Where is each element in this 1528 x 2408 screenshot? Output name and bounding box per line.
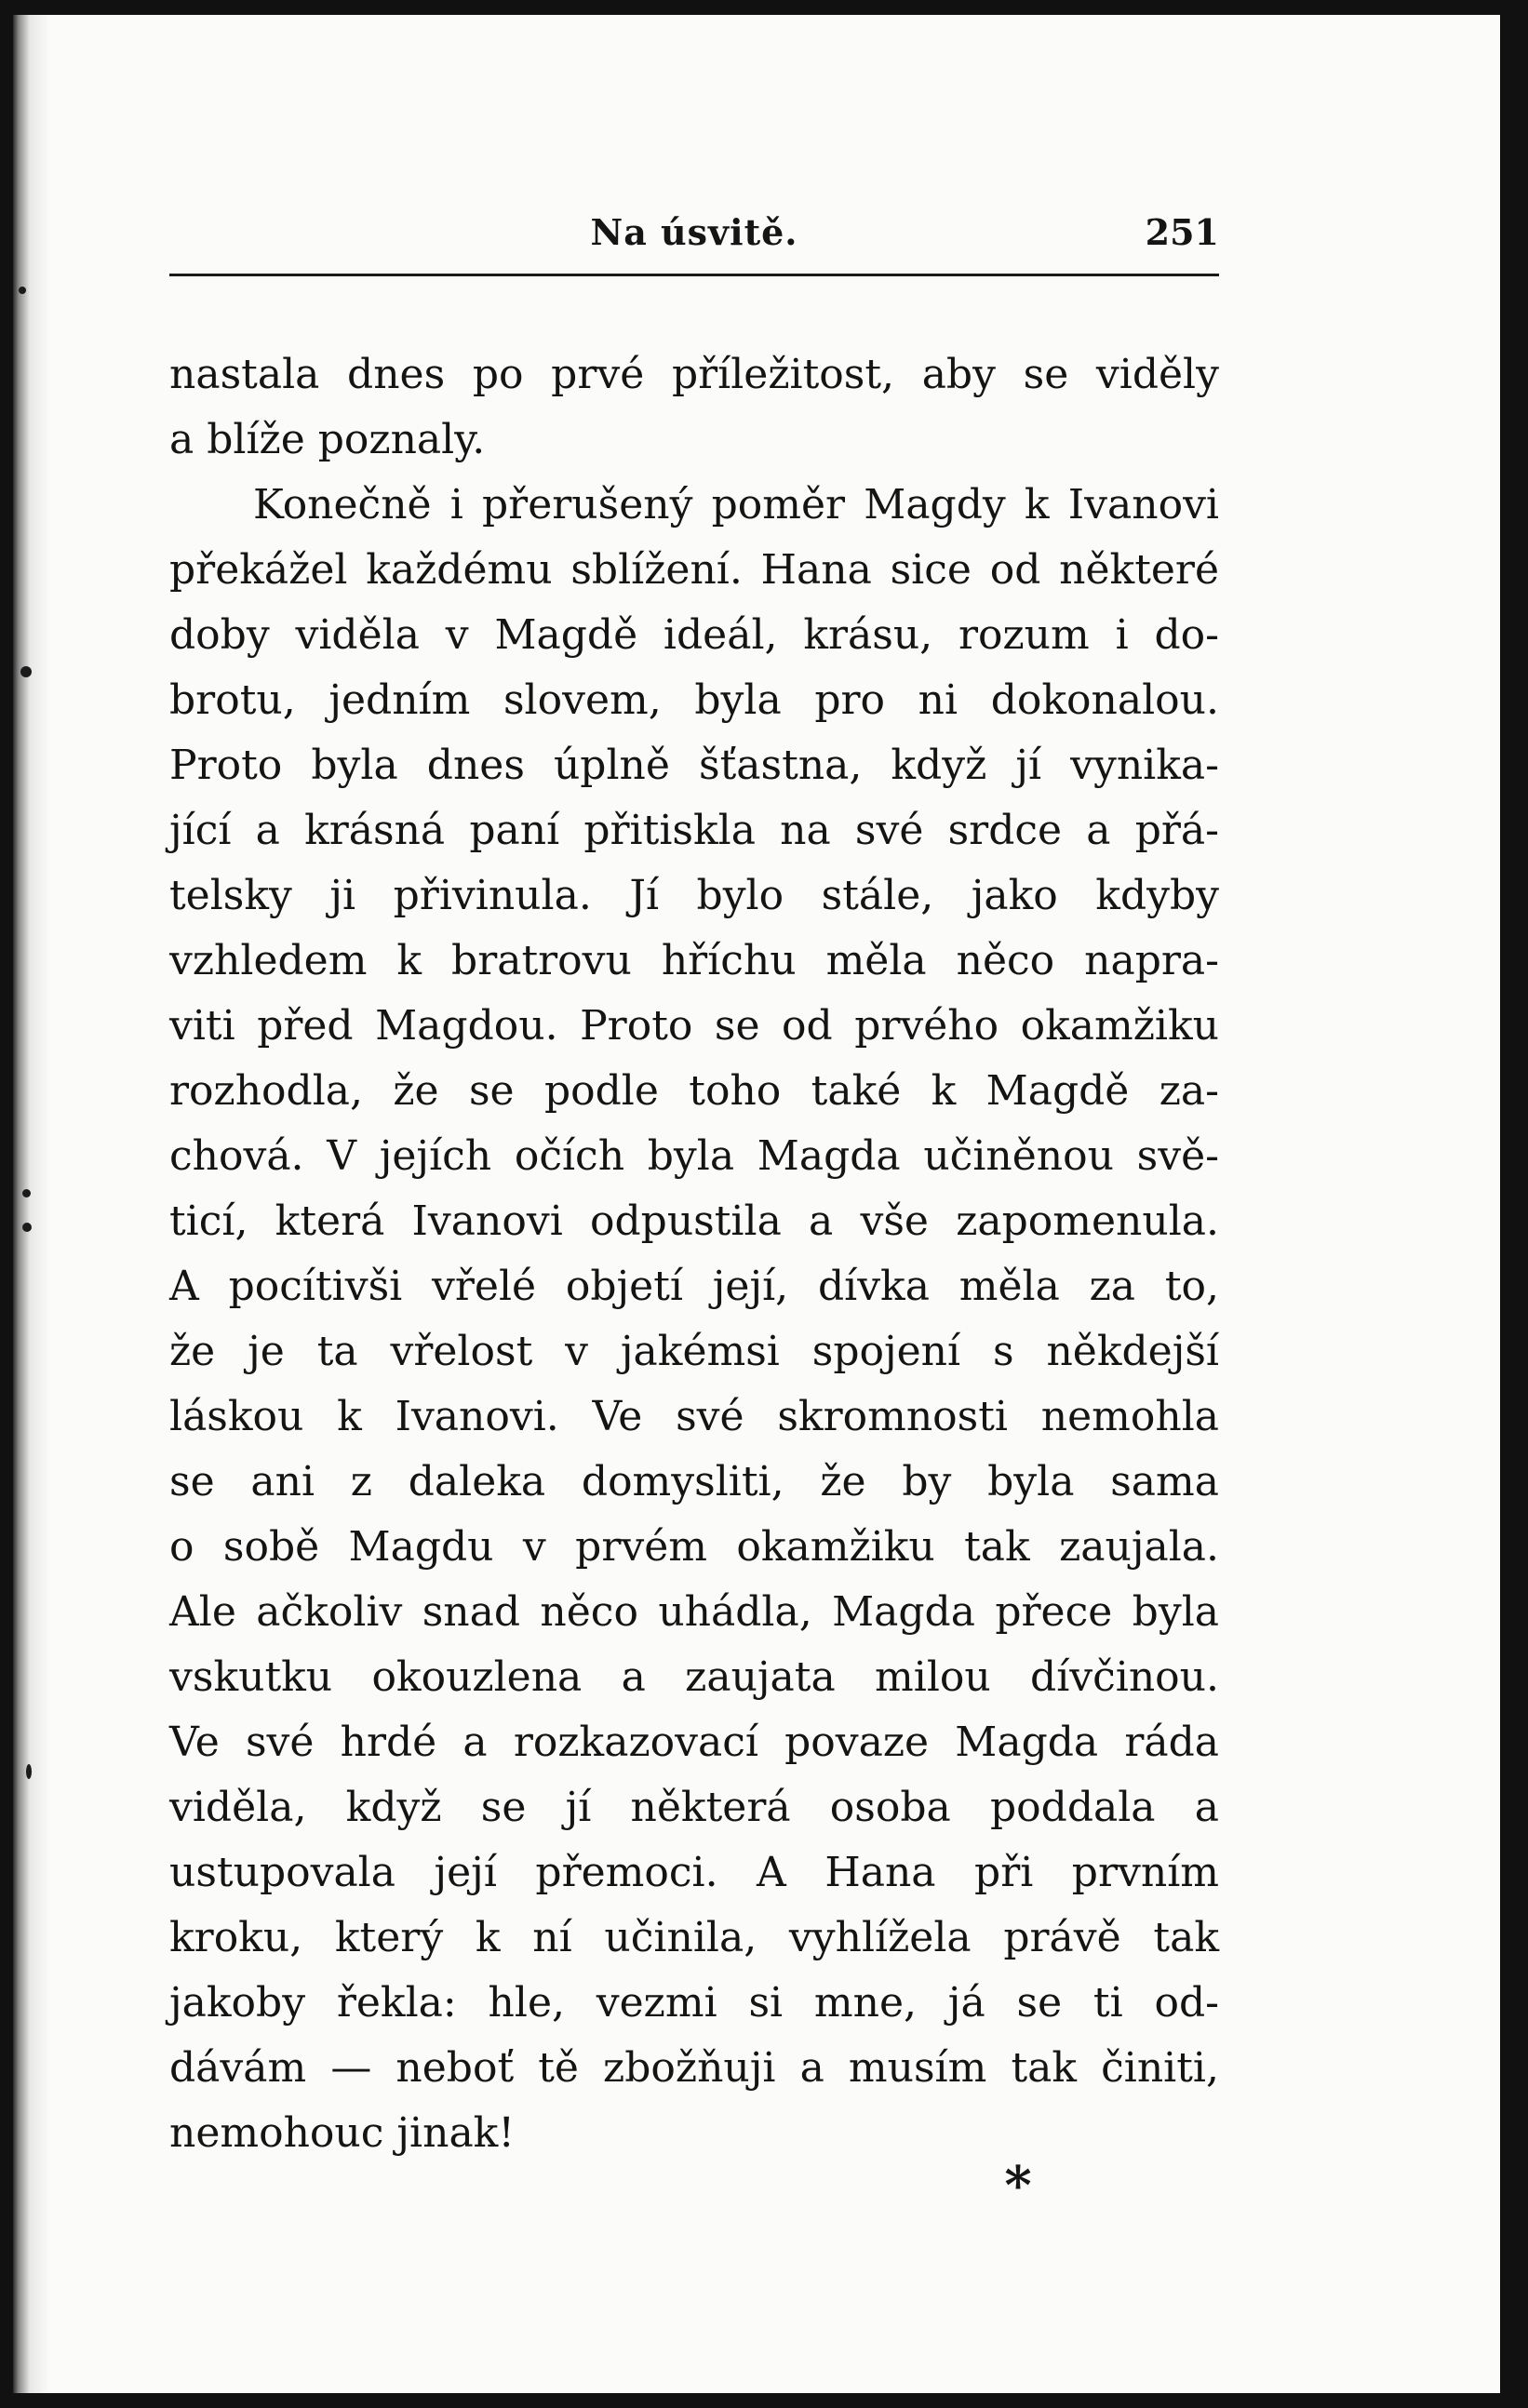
- text-line: viti před Magdou. Proto se od prvého okamžiku: [169, 1002, 1219, 1050]
- header-rule: [169, 274, 1219, 276]
- text-line: jící a krásná paní přitiskla na své srdce a přá-: [169, 807, 1219, 854]
- margin-speck: [22, 1223, 32, 1232]
- text-line: chová. V jejích očích byla Magda učiněnou svě-: [169, 1132, 1219, 1180]
- text-line: Ale ačkoliv snad něco uhádla, Magda přece byla: [169, 1588, 1219, 1636]
- body-text: [169, 342, 1219, 2166]
- text-line: vzhledem k bratrovu hříchu měla něco napra-: [169, 937, 1219, 984]
- text-line: rozhodla, že se podle toho také k Magdě za-: [169, 1067, 1219, 1115]
- page-number: 251: [1145, 211, 1219, 253]
- text-line: kroku, který k ní učinila, vyhlížela právě tak: [169, 1914, 1219, 1961]
- text-line: doby viděla v Magdě ideál, krásu, rozum i do-: [169, 611, 1219, 659]
- text-line: a blíže poznaly.: [169, 416, 486, 463]
- scene-break-asterisk: *: [1004, 2155, 1032, 2216]
- margin-speck: [26, 1764, 32, 1779]
- text-line: Proto byla dnes úplně šťastna, když jí vynika-: [169, 742, 1219, 789]
- text-line: o sobě Magdu v prvém okamžiku tak zaujala.: [169, 1523, 1219, 1571]
- margin-speck: [19, 287, 26, 294]
- text-line: jakoby řekla: hle, vezmi si mne, já se ti od-: [169, 1979, 1219, 2027]
- text-line: překážel každému sblížení. Hana sice od některé: [169, 546, 1219, 594]
- page-header: [169, 204, 1219, 263]
- text-line: láskou k Ivanovi. Ve své skromnosti nemohla: [169, 1393, 1219, 1440]
- text-line: Konečně i přerušený poměr Magdy k Ivanovi: [253, 481, 1219, 528]
- running-title: Na úsvitě.: [590, 211, 798, 253]
- text-line: nastala dnes po prvé příležitost, aby se viděly: [169, 351, 1219, 398]
- text-line: vskutku okouzlena a zaujata milou dívčinou.: [169, 1653, 1219, 1701]
- margin-speck: [22, 1189, 31, 1197]
- text-line: dávám — neboť tě zbožňuji a musím tak činiti,: [169, 2044, 1219, 2092]
- text-line: telsky ji přivinula. Jí bylo stále, jako kdyby: [169, 872, 1219, 919]
- book-page: [13, 15, 1500, 2393]
- margin-speck: [20, 666, 32, 677]
- text-line: brotu, jedním slovem, byla pro ni dokonalou.: [169, 676, 1219, 724]
- text-line: ustupovala její přemoci. A Hana při prvním: [169, 1849, 1219, 1896]
- text-line: se ani z daleka domysliti, že by byla sama: [169, 1458, 1219, 1505]
- text-line: A pocítivši vřelé objetí její, dívka měla za to,: [169, 1263, 1219, 1310]
- text-line: Ve své hrdé a rozkazovací povaze Magda ráda: [169, 1719, 1219, 1766]
- text-line: nemohouc jinak!: [169, 2109, 516, 2157]
- text-line: ticí, která Ivanovi odpustila a vše zapomenula.: [169, 1197, 1219, 1245]
- text-line: viděla, když se jí některá osoba poddala a: [169, 1784, 1219, 1831]
- page-gutter-shadow: [13, 15, 50, 2393]
- text-line: že je ta vřelost v jakémsi spojení s někdejší: [169, 1328, 1219, 1375]
